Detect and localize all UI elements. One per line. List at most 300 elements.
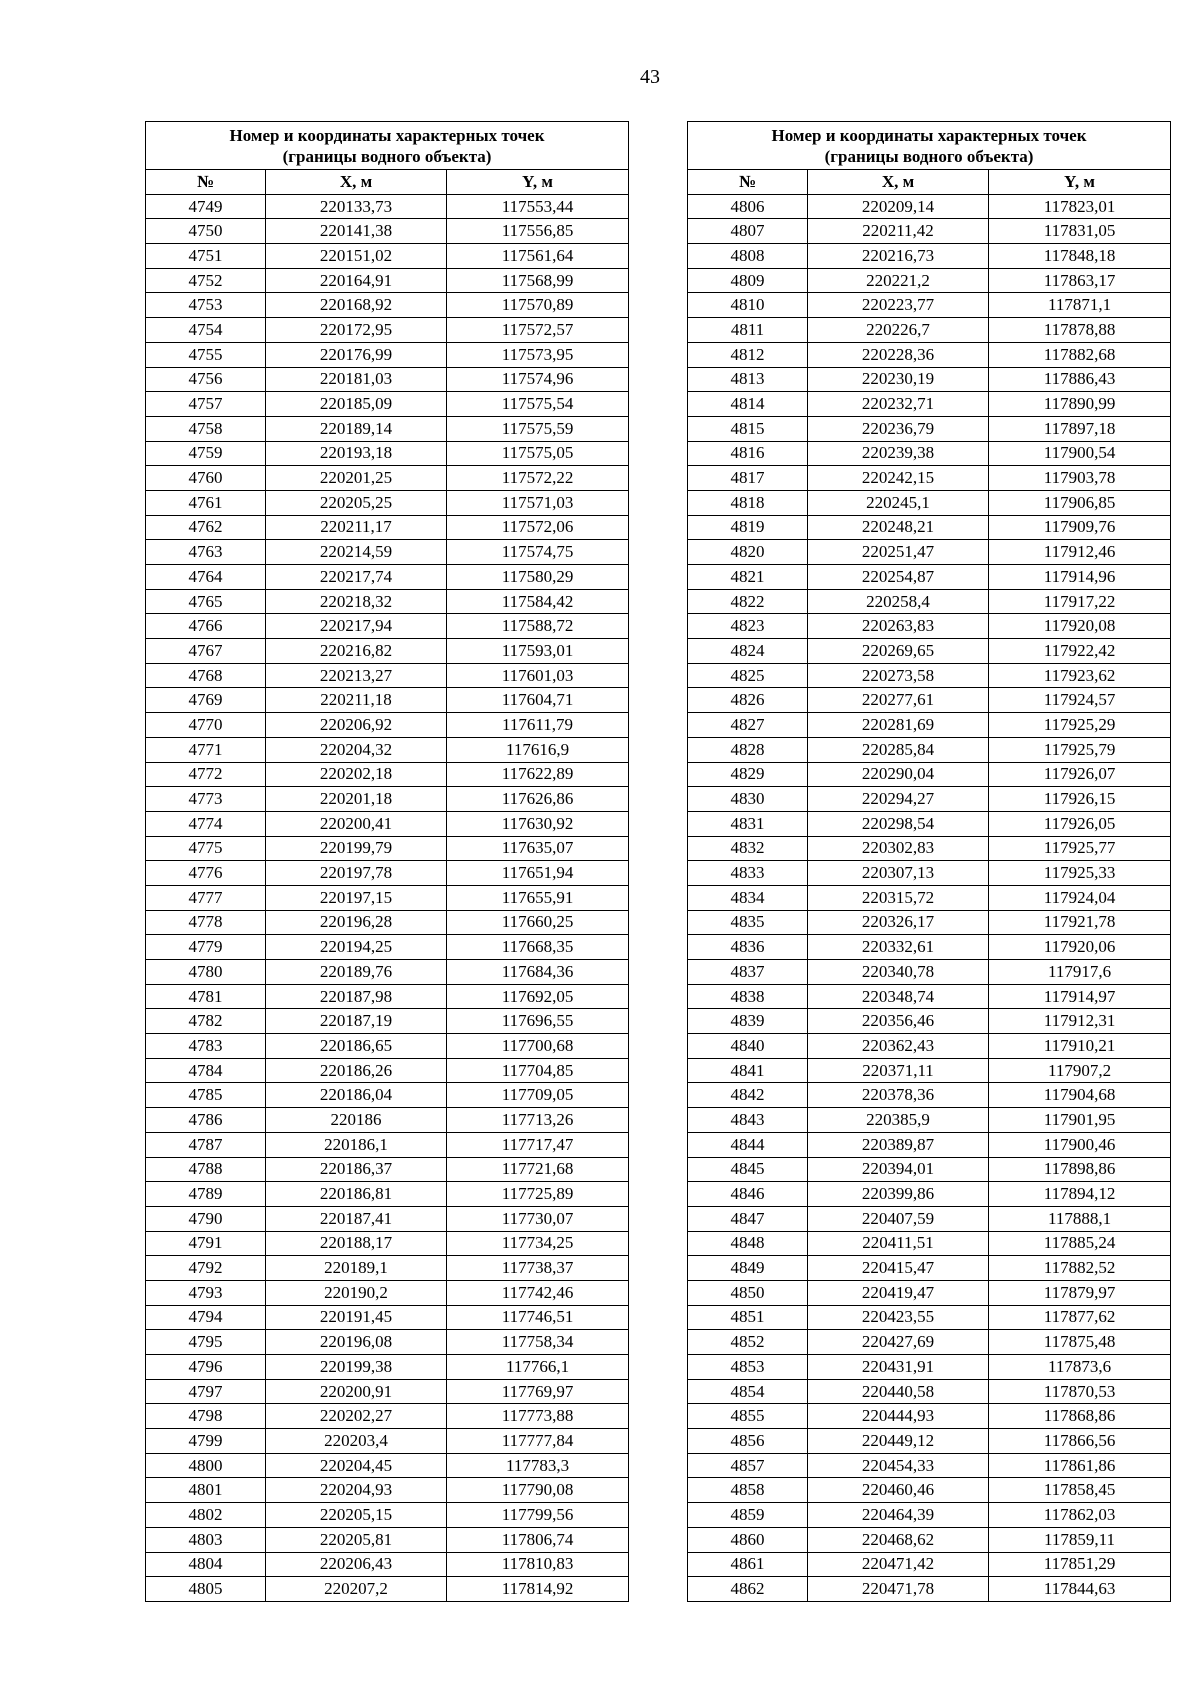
cell-number: 4810 [688, 293, 808, 318]
cell-number: 4778 [146, 910, 266, 935]
cell-number: 4752 [146, 268, 266, 293]
cell-number: 4782 [146, 1009, 266, 1034]
cell-number: 4749 [146, 194, 266, 219]
cell-y: 117823,01 [989, 194, 1171, 219]
cell-x: 220251,47 [808, 540, 989, 565]
cell-x: 220205,25 [266, 490, 447, 515]
cell-number: 4853 [688, 1355, 808, 1380]
cell-number: 4831 [688, 811, 808, 836]
cell-y: 117635,07 [447, 836, 629, 861]
cell-number: 4762 [146, 515, 266, 540]
cell-y: 117572,22 [447, 466, 629, 491]
cell-x: 220207,2 [266, 1577, 447, 1602]
table-row [146, 663, 629, 688]
cell-x: 220213,27 [266, 663, 447, 688]
cell-number: 4819 [688, 515, 808, 540]
cell-number: 4817 [688, 466, 808, 491]
cell-number: 4813 [688, 367, 808, 392]
cell-number: 4754 [146, 318, 266, 343]
cell-y: 117571,03 [447, 490, 629, 515]
cell-number: 4850 [688, 1280, 808, 1305]
cell-y: 117573,95 [447, 342, 629, 367]
table-row [688, 1009, 1171, 1034]
cell-x: 220193,18 [266, 441, 447, 466]
cell-y: 117766,1 [447, 1355, 629, 1380]
cell-x: 220263,83 [808, 614, 989, 639]
table-row [146, 688, 629, 713]
table-row [146, 1453, 629, 1478]
cell-y: 117575,54 [447, 392, 629, 417]
cell-number: 4861 [688, 1552, 808, 1577]
table-row [688, 466, 1171, 491]
cell-y: 117894,12 [989, 1182, 1171, 1207]
cell-x: 220199,79 [266, 836, 447, 861]
table-row [146, 490, 629, 515]
cell-y: 117890,99 [989, 392, 1171, 417]
cell-x: 220258,4 [808, 589, 989, 614]
cell-y: 117553,44 [447, 194, 629, 219]
cell-y: 117810,83 [447, 1552, 629, 1577]
cell-y: 117861,86 [989, 1453, 1171, 1478]
cell-number: 4847 [688, 1206, 808, 1231]
table-row [146, 614, 629, 639]
cell-number: 4844 [688, 1132, 808, 1157]
cell-x: 220217,94 [266, 614, 447, 639]
cell-number: 4807 [688, 219, 808, 244]
cell-y: 117906,85 [989, 490, 1171, 515]
cell-y: 117868,86 [989, 1404, 1171, 1429]
table-row [688, 713, 1171, 738]
cell-y: 117717,47 [447, 1132, 629, 1157]
cell-x: 220223,77 [808, 293, 989, 318]
cell-x: 220216,82 [266, 639, 447, 664]
cell-x: 220204,32 [266, 737, 447, 762]
cell-number: 4845 [688, 1157, 808, 1182]
cell-x: 220239,38 [808, 441, 989, 466]
cell-x: 220211,18 [266, 688, 447, 713]
cell-number: 4809 [688, 268, 808, 293]
cell-number: 4830 [688, 787, 808, 812]
cell-x: 220181,03 [266, 367, 447, 392]
table-row [688, 1552, 1171, 1577]
cell-number: 4772 [146, 762, 266, 787]
cell-x: 220285,84 [808, 737, 989, 762]
cell-number: 4757 [146, 392, 266, 417]
cell-x: 220419,47 [808, 1280, 989, 1305]
cell-y: 117904,68 [989, 1083, 1171, 1108]
cell-x: 220211,17 [266, 515, 447, 540]
table-row [146, 342, 629, 367]
table-row [146, 737, 629, 762]
table-row [146, 318, 629, 343]
cell-x: 220290,04 [808, 762, 989, 787]
cell-number: 4859 [688, 1503, 808, 1528]
cell-x: 220221,2 [808, 268, 989, 293]
table-row [688, 515, 1171, 540]
coordinates-table-left [145, 121, 629, 1602]
cell-y: 117574,75 [447, 540, 629, 565]
table-row [146, 194, 629, 219]
cell-number: 4773 [146, 787, 266, 812]
cell-y: 117660,25 [447, 910, 629, 935]
table-body [688, 194, 1171, 1601]
table-title-line1: Номер и координаты характерных точек [771, 125, 1087, 145]
cell-x: 220427,69 [808, 1330, 989, 1355]
cell-number: 4797 [146, 1379, 266, 1404]
cell-number: 4838 [688, 984, 808, 1009]
cell-y: 117912,31 [989, 1009, 1171, 1034]
table-row [146, 639, 629, 664]
cell-number: 4775 [146, 836, 266, 861]
cell-y: 117730,07 [447, 1206, 629, 1231]
table-row [146, 1355, 629, 1380]
cell-x: 220471,42 [808, 1552, 989, 1577]
cell-number: 4840 [688, 1034, 808, 1059]
table-row [688, 1453, 1171, 1478]
table-row [146, 466, 629, 491]
cell-y: 117769,97 [447, 1379, 629, 1404]
cell-number: 4836 [688, 935, 808, 960]
table-title-line2: (границы водного объекта) [824, 146, 1034, 166]
cell-x: 220200,41 [266, 811, 447, 836]
cell-y: 117783,3 [447, 1453, 629, 1478]
table-row [688, 1058, 1171, 1083]
cell-x: 220204,45 [266, 1453, 447, 1478]
cell-y: 117568,99 [447, 268, 629, 293]
table-row [146, 268, 629, 293]
cell-y: 117878,88 [989, 318, 1171, 343]
table-row [146, 367, 629, 392]
table-body [146, 194, 629, 1601]
cell-number: 4821 [688, 565, 808, 590]
cell-x: 220217,74 [266, 565, 447, 590]
cell-x: 220431,91 [808, 1355, 989, 1380]
cell-number: 4750 [146, 219, 266, 244]
table-row [688, 1379, 1171, 1404]
cell-x: 220189,1 [266, 1256, 447, 1281]
cell-x: 220199,38 [266, 1355, 447, 1380]
cell-x: 220197,78 [266, 861, 447, 886]
cell-y: 117742,46 [447, 1280, 629, 1305]
table-row [688, 589, 1171, 614]
cell-y: 117926,15 [989, 787, 1171, 812]
cell-y: 117924,57 [989, 688, 1171, 713]
cell-x: 220332,61 [808, 935, 989, 960]
cell-y: 117611,79 [447, 713, 629, 738]
cell-y: 117572,06 [447, 515, 629, 540]
cell-y: 117651,94 [447, 861, 629, 886]
cell-number: 4779 [146, 935, 266, 960]
cell-y: 117556,85 [447, 219, 629, 244]
cell-number: 4837 [688, 960, 808, 985]
cell-x: 220248,21 [808, 515, 989, 540]
cell-number: 4764 [146, 565, 266, 590]
table-row [146, 1478, 629, 1503]
table-row [146, 861, 629, 886]
cell-number: 4842 [688, 1083, 808, 1108]
cell-x: 220200,91 [266, 1379, 447, 1404]
cell-number: 4860 [688, 1527, 808, 1552]
table-row [688, 1503, 1171, 1528]
table-row [688, 614, 1171, 639]
table-row [146, 836, 629, 861]
cell-x: 220407,59 [808, 1206, 989, 1231]
cell-number: 4751 [146, 244, 266, 269]
table-row [688, 540, 1171, 565]
cell-number: 4822 [688, 589, 808, 614]
cell-number: 4781 [146, 984, 266, 1009]
cell-x: 220464,39 [808, 1503, 989, 1528]
table-row [146, 1404, 629, 1429]
cell-y: 117746,51 [447, 1305, 629, 1330]
cell-y: 117925,79 [989, 737, 1171, 762]
cell-y: 117574,96 [447, 367, 629, 392]
cell-y: 117866,56 [989, 1429, 1171, 1454]
column-header-y: Y, м [447, 170, 629, 195]
table-row [688, 392, 1171, 417]
table-row [688, 861, 1171, 886]
cell-x: 220242,15 [808, 466, 989, 491]
cell-number: 4823 [688, 614, 808, 639]
cell-x: 220186,1 [266, 1132, 447, 1157]
cell-x: 220454,33 [808, 1453, 989, 1478]
cell-y: 117882,68 [989, 342, 1171, 367]
table-row [146, 1379, 629, 1404]
table-row [688, 318, 1171, 343]
table-title [688, 122, 1171, 170]
table-row [146, 713, 629, 738]
cell-x: 220186,81 [266, 1182, 447, 1207]
table-row [688, 1330, 1171, 1355]
cell-number: 4804 [146, 1552, 266, 1577]
cell-y: 117920,08 [989, 614, 1171, 639]
cell-x: 220209,14 [808, 194, 989, 219]
table-row [688, 910, 1171, 935]
cell-y: 117713,26 [447, 1108, 629, 1133]
cell-number: 4805 [146, 1577, 266, 1602]
cell-y: 117630,92 [447, 811, 629, 836]
cell-x: 220190,2 [266, 1280, 447, 1305]
table-row [688, 1527, 1171, 1552]
table-row [688, 663, 1171, 688]
table-row [688, 1206, 1171, 1231]
cell-y: 117570,89 [447, 293, 629, 318]
column-header-x: X, м [808, 170, 989, 195]
table-row [146, 885, 629, 910]
cell-x: 220185,09 [266, 392, 447, 417]
cell-y: 117903,78 [989, 466, 1171, 491]
cell-y: 117882,52 [989, 1256, 1171, 1281]
cell-number: 4826 [688, 688, 808, 713]
cell-y: 117914,96 [989, 565, 1171, 590]
table-row [146, 540, 629, 565]
cell-number: 4788 [146, 1157, 266, 1182]
cell-x: 220281,69 [808, 713, 989, 738]
cell-y: 117575,05 [447, 441, 629, 466]
cell-y: 117692,05 [447, 984, 629, 1009]
table-row [146, 1577, 629, 1602]
cell-number: 4774 [146, 811, 266, 836]
cell-x: 220151,02 [266, 244, 447, 269]
table-row [688, 762, 1171, 787]
cell-number: 4776 [146, 861, 266, 886]
cell-y: 117858,45 [989, 1478, 1171, 1503]
cell-number: 4839 [688, 1009, 808, 1034]
cell-x: 220294,27 [808, 787, 989, 812]
table-row [688, 688, 1171, 713]
coordinates-table-right [687, 121, 1171, 1602]
cell-number: 4808 [688, 244, 808, 269]
cell-x: 220211,42 [808, 219, 989, 244]
cell-y: 117668,35 [447, 935, 629, 960]
cell-y: 117622,89 [447, 762, 629, 787]
cell-y: 117888,1 [989, 1206, 1171, 1231]
table-row [688, 885, 1171, 910]
table-row [146, 1009, 629, 1034]
cell-number: 4834 [688, 885, 808, 910]
cell-x: 220201,18 [266, 787, 447, 812]
table-row [688, 1280, 1171, 1305]
cell-x: 220307,13 [808, 861, 989, 886]
cell-x: 220186 [266, 1108, 447, 1133]
cell-x: 220168,92 [266, 293, 447, 318]
cell-y: 117575,59 [447, 416, 629, 441]
cell-number: 4806 [688, 194, 808, 219]
cell-number: 4832 [688, 836, 808, 861]
table-row [688, 490, 1171, 515]
cell-x: 220196,28 [266, 910, 447, 935]
cell-number: 4815 [688, 416, 808, 441]
cell-number: 4799 [146, 1429, 266, 1454]
cell-y: 117588,72 [447, 614, 629, 639]
cell-y: 117799,56 [447, 1503, 629, 1528]
cell-y: 117862,03 [989, 1503, 1171, 1528]
cell-x: 220356,46 [808, 1009, 989, 1034]
cell-number: 4761 [146, 490, 266, 515]
cell-x: 220188,17 [266, 1231, 447, 1256]
cell-y: 117700,68 [447, 1034, 629, 1059]
cell-x: 220203,4 [266, 1429, 447, 1454]
table-row [146, 515, 629, 540]
cell-x: 220202,18 [266, 762, 447, 787]
table-row [688, 737, 1171, 762]
table-row [146, 1280, 629, 1305]
table-row [146, 1503, 629, 1528]
cell-y: 117831,05 [989, 219, 1171, 244]
cell-x: 220415,47 [808, 1256, 989, 1281]
table-row [146, 1552, 629, 1577]
cell-number: 4766 [146, 614, 266, 639]
table-row [688, 1256, 1171, 1281]
cell-number: 4790 [146, 1206, 266, 1231]
cell-number: 4792 [146, 1256, 266, 1281]
cell-number: 4857 [688, 1453, 808, 1478]
table-row [146, 441, 629, 466]
cell-x: 220189,76 [266, 960, 447, 985]
cell-number: 4848 [688, 1231, 808, 1256]
cell-number: 4794 [146, 1305, 266, 1330]
cell-x: 220326,17 [808, 910, 989, 935]
table-row [146, 565, 629, 590]
table-row [688, 416, 1171, 441]
cell-number: 4780 [146, 960, 266, 985]
table-row [688, 1355, 1171, 1380]
table-row [146, 984, 629, 1009]
cell-number: 4771 [146, 737, 266, 762]
table-row [688, 1182, 1171, 1207]
cell-number: 4828 [688, 737, 808, 762]
cell-x: 220444,93 [808, 1404, 989, 1429]
cell-y: 117790,08 [447, 1478, 629, 1503]
cell-y: 117901,95 [989, 1108, 1171, 1133]
cell-number: 4818 [688, 490, 808, 515]
cell-y: 117885,24 [989, 1231, 1171, 1256]
cell-y: 117572,57 [447, 318, 629, 343]
cell-y: 117773,88 [447, 1404, 629, 1429]
cell-y: 117696,55 [447, 1009, 629, 1034]
cell-number: 4787 [146, 1132, 266, 1157]
cell-x: 220196,08 [266, 1330, 447, 1355]
cell-y: 117879,97 [989, 1280, 1171, 1305]
table-row [688, 984, 1171, 1009]
table-row [146, 1182, 629, 1207]
cell-x: 220423,55 [808, 1305, 989, 1330]
cell-y: 117925,77 [989, 836, 1171, 861]
cell-number: 4824 [688, 639, 808, 664]
table-row [146, 589, 629, 614]
cell-number: 4793 [146, 1280, 266, 1305]
table-row [688, 565, 1171, 590]
cell-x: 220197,15 [266, 885, 447, 910]
cell-x: 220411,51 [808, 1231, 989, 1256]
table-title-line1: Номер и координаты характерных точек [229, 125, 545, 145]
cell-x: 220315,72 [808, 885, 989, 910]
cell-y: 117925,29 [989, 713, 1171, 738]
cell-y: 117593,01 [447, 639, 629, 664]
cell-x: 220194,25 [266, 935, 447, 960]
cell-number: 4862 [688, 1577, 808, 1602]
cell-number: 4777 [146, 885, 266, 910]
table-row [688, 836, 1171, 861]
cell-number: 4796 [146, 1355, 266, 1380]
cell-number: 4855 [688, 1404, 808, 1429]
cell-number: 4829 [688, 762, 808, 787]
cell-x: 220389,87 [808, 1132, 989, 1157]
cell-y: 117922,42 [989, 639, 1171, 664]
cell-x: 220340,78 [808, 960, 989, 985]
cell-x: 220204,93 [266, 1478, 447, 1503]
cell-x: 220191,45 [266, 1305, 447, 1330]
cell-number: 4759 [146, 441, 266, 466]
cell-x: 220449,12 [808, 1429, 989, 1454]
cell-number: 4753 [146, 293, 266, 318]
column-header-number: № [146, 170, 266, 195]
cell-number: 4785 [146, 1083, 266, 1108]
cell-x: 220187,98 [266, 984, 447, 1009]
cell-y: 117870,53 [989, 1379, 1171, 1404]
cell-number: 4849 [688, 1256, 808, 1281]
cell-number: 4816 [688, 441, 808, 466]
table-row [146, 293, 629, 318]
table-row [688, 219, 1171, 244]
cell-y: 117709,05 [447, 1083, 629, 1108]
table-row [146, 1058, 629, 1083]
cell-x: 220236,79 [808, 416, 989, 441]
table-row [688, 1157, 1171, 1182]
cell-y: 117758,34 [447, 1330, 629, 1355]
cell-x: 220172,95 [266, 318, 447, 343]
table-row [146, 1157, 629, 1182]
